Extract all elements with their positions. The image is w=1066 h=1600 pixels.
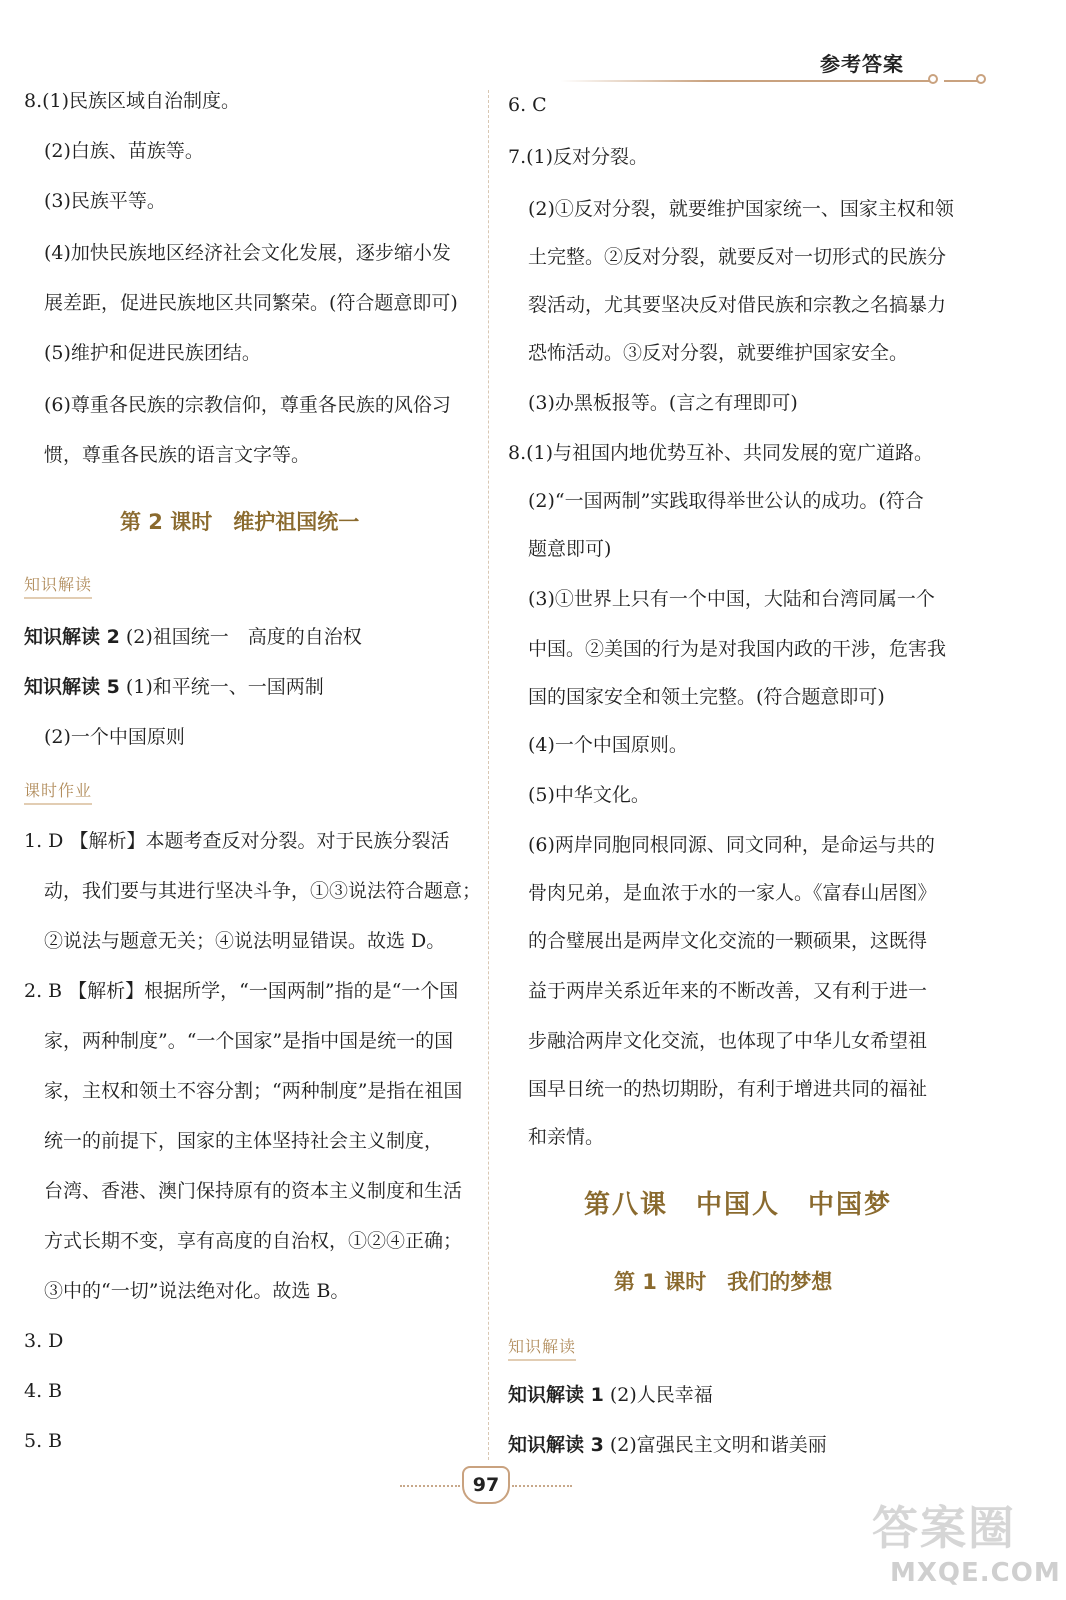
answer-line: (2)①反对分裂，就要维护国家统一、国家主权和领 [528, 198, 954, 220]
lesson-title: 第 1 课时 我们的梦想 [614, 1270, 833, 1294]
knowledge-line [508, 1382, 713, 1408]
answer-line: 7.(1)反对分裂。 [508, 146, 649, 168]
lesson-title: 第 2 课时 维护祖国统一 [120, 510, 360, 534]
knowledge-line: (2)一个中国原则 [44, 726, 185, 748]
answer-line: 步融洽两岸文化交流，也体现了中华儿女希望祖 [528, 1030, 928, 1052]
page-number-ornament [512, 1485, 572, 1487]
chapter-title: 第八课 中国人 中国梦 [584, 1190, 893, 1220]
answer-line: (5)中华文化。 [528, 784, 650, 806]
answer-line: (5)维护和促进民族团结。 [44, 342, 261, 364]
answer-line: (4)一个中国原则。 [528, 734, 688, 756]
answer-line: 8.(1)与祖国内地优势互补、共同发展的宽广道路。 [508, 442, 934, 464]
answer-line: 恐怖活动。③反对分裂，就要维护国家安全。 [528, 342, 909, 364]
answer-line: 益于两岸关系近年来的不断改善，又有利于进一 [528, 980, 928, 1002]
header-title: 参考答案 [820, 52, 904, 76]
answer-line: 中国。②美国的行为是对我国内政的干涉，危害我 [528, 638, 947, 660]
answer-line: 国的国家安全和领土完整。(符合题意即可) [528, 686, 885, 708]
answer-line: (2)“一国两制”实践取得举世公认的成功。(符合 [528, 490, 924, 512]
answer-line: 2. B 【解析】根据所学，“一国两制”指的是“一个国 [24, 980, 459, 1002]
section-tag-knowledge: 知识解读 [508, 1334, 576, 1361]
watermark-url: MXQE.COM [890, 1558, 1061, 1588]
answer-line: 家，主权和领土不容分割；“两种制度”是指在祖国 [44, 1080, 463, 1102]
knowledge-line [24, 674, 324, 700]
knowledge-text: (2)人民幸福 [603, 1384, 713, 1406]
page-number: 97 [462, 1466, 510, 1504]
header-ornament-dot [928, 74, 938, 84]
answer-line: 展差距，促进民族地区共同繁荣。(符合题意即可) [44, 292, 458, 314]
answer-line: ③中的“一切”说法绝对化。故选 B。 [44, 1280, 350, 1302]
knowledge-text: (1)和平统一、一国两制 [119, 676, 324, 698]
answer-line: (2)白族、苗族等。 [44, 140, 204, 162]
knowledge-line [24, 624, 362, 650]
answer-line: 方式长期不变，享有高度的自治权，①②④正确； [44, 1230, 463, 1252]
answer-line: (3)办黑板报等。(言之有理即可) [528, 392, 798, 414]
answer-line: 8.(1)民族区域自治制度。 [24, 90, 241, 112]
answer-line: 5. B [24, 1430, 63, 1452]
answer-line: 3. D [24, 1330, 64, 1352]
answer-line: 6. C [508, 94, 547, 116]
knowledge-lead: 知识解读 5 [24, 676, 120, 698]
answer-line: (6)尊重各民族的宗教信仰，尊重各民族的风俗习 [44, 394, 451, 416]
answer-line: 统一的前提下，国家的主体坚持社会主义制度， [44, 1130, 444, 1152]
page-number-badge [400, 1464, 570, 1508]
answer-line: 1. D 【解析】本题考查反对分裂。对于民族分裂活 [24, 830, 450, 852]
answer-line: 惯，尊重各民族的语言文字等。 [44, 444, 311, 466]
knowledge-lead: 知识解读 3 [508, 1434, 604, 1456]
knowledge-lead: 知识解读 2 [24, 626, 120, 648]
answer-line: 骨肉兄弟，是血浓于水的一家人。《富春山居图》 [528, 882, 937, 904]
answer-line: (3)民族平等。 [44, 190, 166, 212]
knowledge-line [508, 1432, 827, 1458]
answer-line: (4)加快民族地区经济社会文化发展，逐步缩小发 [44, 242, 451, 264]
answer-line: ②说法与题意无关；④说法明显错误。故选 D。 [44, 930, 446, 952]
answer-line: 和亲情。 [528, 1126, 605, 1148]
answer-line: 家，两种制度”。“一个国家”是指中国是统一的国 [44, 1030, 454, 1052]
column-divider [488, 90, 489, 1460]
answer-line: 动，我们要与其进行坚决斗争，①③说法符合题意； [44, 880, 482, 902]
knowledge-text: (2)祖国统一 高度的自治权 [119, 626, 362, 648]
section-tag-knowledge: 知识解读 [24, 572, 92, 599]
answer-line: (3)①世界上只有一个中国，大陆和台湾同属一个 [528, 588, 935, 610]
answer-line: 国早日统一的热切期盼，有利于增进共同的福祉 [528, 1078, 928, 1100]
header-ornament-dot [976, 74, 986, 84]
header-rule [560, 80, 930, 82]
answer-line: 4. B [24, 1380, 63, 1402]
answer-line: 裂活动，尤其要坚决反对借民族和宗教之名搞暴力 [528, 294, 947, 316]
page-number-ornament [400, 1485, 460, 1487]
answer-line: 土完整。②反对分裂，就要反对一切形式的民族分 [528, 246, 947, 268]
answer-line: 的合璧展出是两岸文化交流的一颗硕果，这既得 [528, 930, 928, 952]
answer-line: (6)两岸同胞同根同源、同文同种，是命运与共的 [528, 834, 935, 856]
knowledge-text: (2)富强民主文明和谐美丽 [603, 1434, 827, 1456]
watermark-logo: 答案圈 [872, 1501, 1016, 1555]
section-tag-homework: 课时作业 [24, 778, 92, 805]
answer-line: 题意即可) [528, 538, 612, 560]
knowledge-lead: 知识解读 1 [508, 1384, 604, 1406]
answer-line: 台湾、香港、澳门保持原有的资本主义制度和生活 [44, 1180, 463, 1202]
